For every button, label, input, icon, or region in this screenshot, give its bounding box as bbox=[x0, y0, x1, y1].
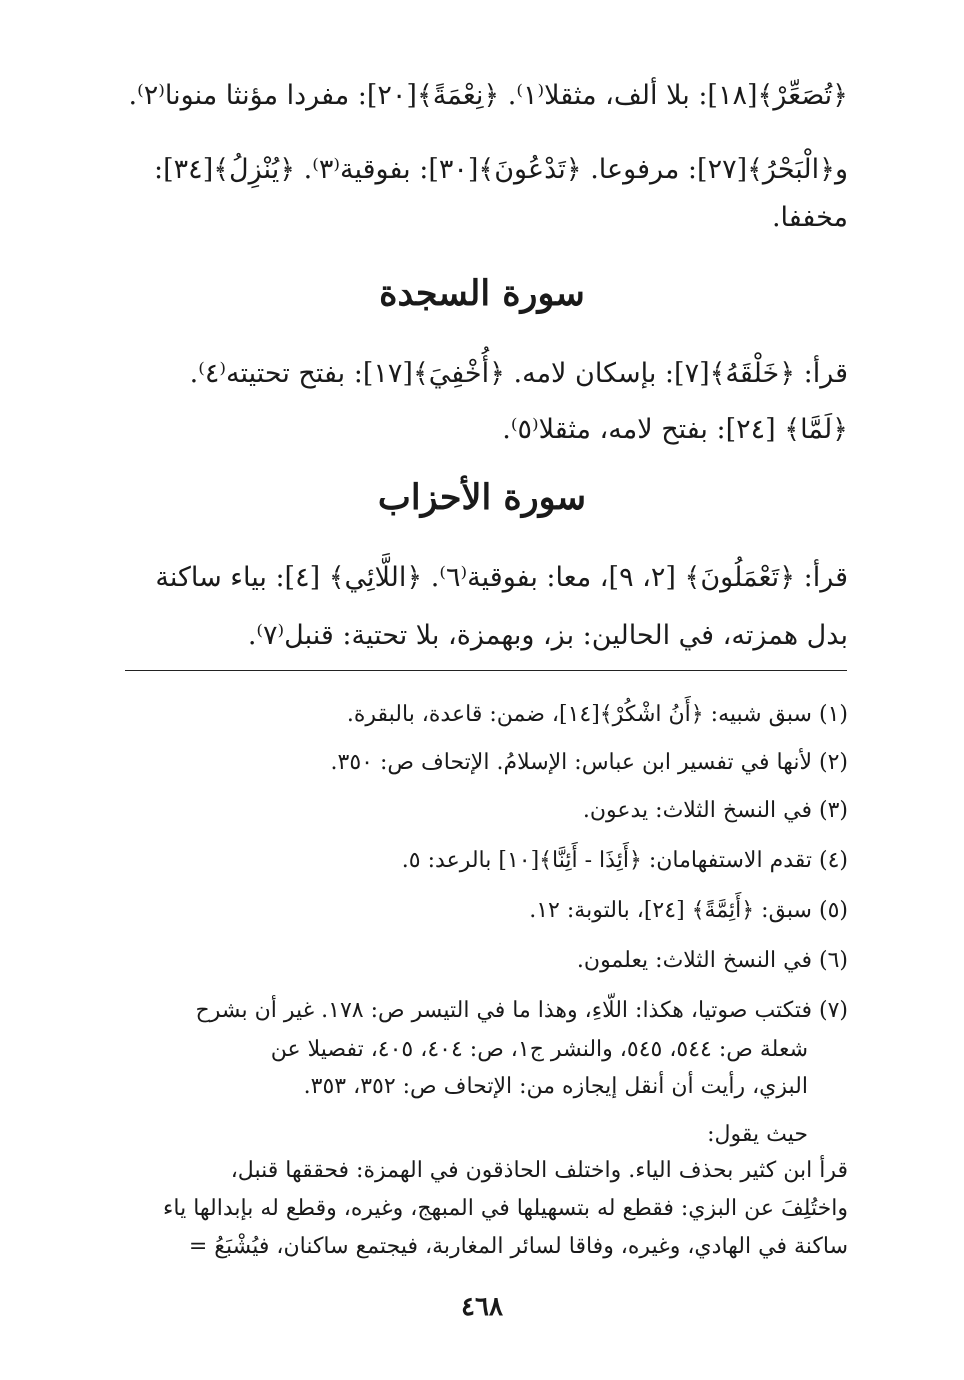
footnote: (١) سبق شبيه: ﴿أَنُ اشْكُرْ﴾[١٤]، ضمن: قاعدة، بالبقرة. bbox=[346, 702, 848, 727]
footnote-continuation: ساكنة في الهادي، وغيره، وفاقا لسائر المغاربة، فيجتمع ساكنان، فيُشْبَعُ = bbox=[188, 1234, 848, 1259]
text-line: ﴿لَمَّا﴾ [٢٤]: بفتح لامه، مثقلا⁽٥⁾. bbox=[502, 414, 848, 445]
footnote-continuation: شعلة ص: ٥٤٤، ٥٤٥، والنشر ج١، ص: ٤٠٤، ٤٠٥، تفصيلا عن bbox=[270, 1037, 808, 1062]
text-line: مخففا. bbox=[771, 202, 848, 233]
page-number: ٤٦٨ bbox=[461, 1292, 503, 1322]
text-line: قرأ: ﴿خَلْقَهُ﴾[٧]: بإسكان لامه. ﴿أُخْفِيَ﴾[١٧]: بفتح تحتيته⁽٤⁾. bbox=[189, 358, 848, 389]
section-heading: سورة الأحزاب bbox=[377, 477, 587, 518]
footnote-continuation: حيث يقول: bbox=[707, 1122, 808, 1147]
footnote: (٥) سبق: ﴿أَئِمَّةً﴾ [٢٤]، بالتوبة: ١٢. bbox=[529, 898, 848, 923]
footnote-continuation: قرأ ابن كثير بحذف الياء. واختلف الحاذقون في الهمزة: فحققها قنبل، bbox=[230, 1158, 848, 1183]
text-line: و﴿الْبَحْرُ﴾[٢٧]: مرفوعا. ﴿تَدْعُونَ﴾[٣٠]: بفوقية⁽٣⁾. ﴿يُنْزِلُ﴾[٣٤]: bbox=[154, 154, 848, 185]
footnote-continuation: واختُلِفَ عن البزي: فقطع له بتسهيلها في المبهج، وغيره، وقطع له بإبدالها ياء bbox=[163, 1196, 848, 1221]
footnote: (٧) فتكتب صوتيا، هكذا: اللّاءِ، وهذا ما في التيسر ص: ١٧٨. غير أن بشرح bbox=[195, 998, 848, 1023]
text-line: ﴿تُصَعِّرْ﴾[١٨]: بلا ألف، مثقلا⁽١⁾. ﴿نِعْمَةً﴾[٢٠]: مفردا مؤنثا منونا⁽٢⁾. bbox=[128, 80, 848, 111]
footnote: (٢) لأنها في تفسير ابن عباس: الإسلامُ. الإتحاف ص: ٣٥٠. bbox=[330, 750, 848, 775]
footnote-continuation: البزي، رأيت أن أنقل إيجازه من: الإتحاف ص: ٣٥٢، ٣٥٣. bbox=[303, 1074, 808, 1099]
footnote: (٤) تقدم الاستفهامان: ﴿أَئِذَا - أَئِنَّا﴾[١٠] بالرعد: ٥. bbox=[401, 848, 848, 873]
footnote-divider bbox=[125, 670, 847, 671]
footnote: (٣) في النسخ الثلاث: يدعون. bbox=[582, 798, 848, 823]
text-line: بدل همزته، في الحالين: بز، وبهمزة، بلا تحتية: قنبل⁽٧⁾. bbox=[247, 620, 848, 651]
section-heading: سورة السجدة bbox=[379, 273, 585, 314]
footnote: (٦) في النسخ الثلاث: يعلمون. bbox=[576, 948, 848, 973]
text-line: قرأ: ﴿تَعْمَلُونَ﴾ [٢، ٩]، معا: بفوقية⁽٦⁾. ﴿اللَّائِي﴾ [٤]: بياء ساكنة bbox=[155, 562, 848, 593]
